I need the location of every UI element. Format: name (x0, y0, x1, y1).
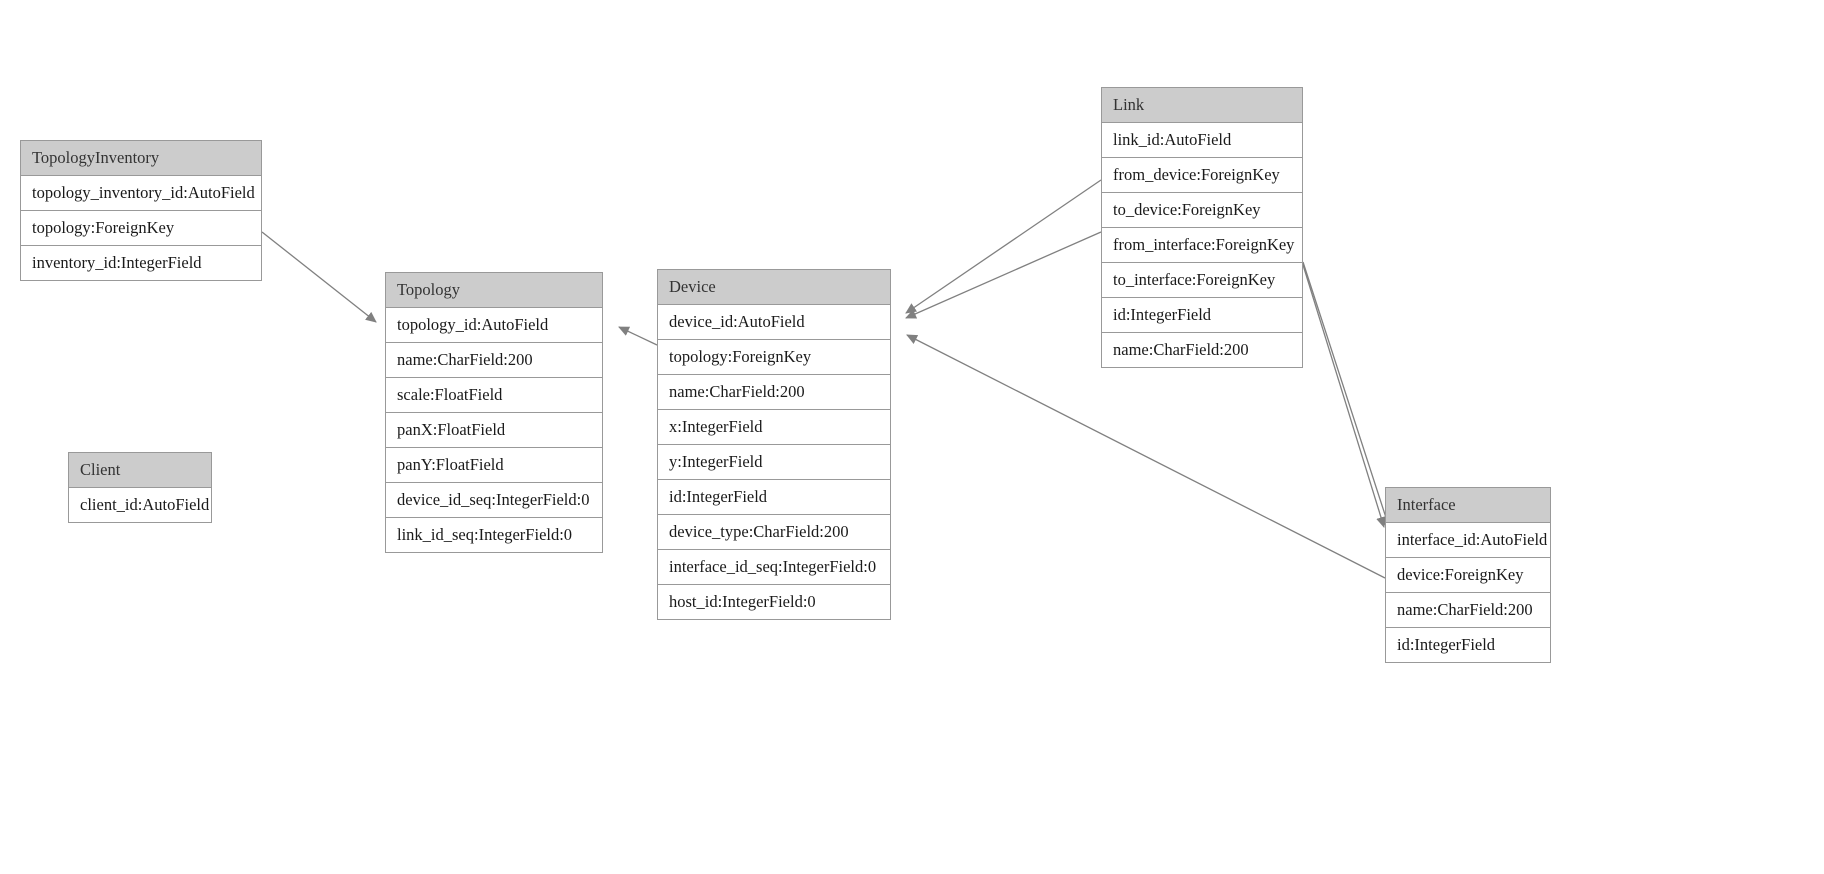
entity-field: name:CharField:200 (658, 375, 890, 410)
entity-field: id:IntegerField (1102, 298, 1302, 333)
entity-field: name:CharField:200 (1386, 593, 1550, 628)
entity-field: name:CharField:200 (386, 343, 602, 378)
entity-field: from_interface:ForeignKey (1102, 228, 1302, 263)
entity-title: Interface (1386, 488, 1550, 523)
entity-title: Link (1102, 88, 1302, 123)
entity-field: topology_inventory_id:AutoField (21, 176, 261, 211)
entity-field: inventory_id:IntegerField (21, 246, 261, 280)
edge-link-from-device (906, 180, 1101, 313)
edge-topologyinventory-topology (262, 232, 376, 322)
entity-field: interface_id:AutoField (1386, 523, 1550, 558)
entity-field: id:IntegerField (658, 480, 890, 515)
edge-link-from-interface (1299, 252, 1384, 527)
entity-title: Topology (386, 273, 602, 308)
entity-field: device_id_seq:IntegerField:0 (386, 483, 602, 518)
entity-title: Device (658, 270, 890, 305)
entity-field: device_id:AutoField (658, 305, 890, 340)
entity-title: Client (69, 453, 211, 488)
edge-interface-device (907, 335, 1385, 578)
entity-topology[interactable] (385, 272, 603, 553)
entity-interface[interactable] (1385, 487, 1551, 663)
entity-field: panX:FloatField (386, 413, 602, 448)
entity-field: id:IntegerField (1386, 628, 1550, 662)
entity-title: TopologyInventory (21, 141, 261, 176)
edge-device-topology (619, 327, 657, 345)
entity-link[interactable] (1101, 87, 1303, 368)
entity-field: interface_id_seq:IntegerField:0 (658, 550, 890, 585)
edge-link-to-interface (1303, 262, 1390, 530)
entity-field: device_type:CharField:200 (658, 515, 890, 550)
entity-field: name:CharField:200 (1102, 333, 1302, 367)
entity-field: y:IntegerField (658, 445, 890, 480)
entity-field: to_interface:ForeignKey (1102, 263, 1302, 298)
entity-device[interactable] (657, 269, 891, 620)
entity-client[interactable] (68, 452, 212, 523)
entity-field: client_id:AutoField (69, 488, 211, 522)
entity-topologyinventory[interactable] (20, 140, 262, 281)
entity-field: device:ForeignKey (1386, 558, 1550, 593)
entity-field: x:IntegerField (658, 410, 890, 445)
entity-field: link_id_seq:IntegerField:0 (386, 518, 602, 552)
entity-field: topology:ForeignKey (658, 340, 890, 375)
entity-field: to_device:ForeignKey (1102, 193, 1302, 228)
entity-field: host_id:IntegerField:0 (658, 585, 890, 619)
entity-field: from_device:ForeignKey (1102, 158, 1302, 193)
entity-field: link_id:AutoField (1102, 123, 1302, 158)
entity-field: scale:FloatField (386, 378, 602, 413)
entity-field: topology:ForeignKey (21, 211, 261, 246)
entity-field: panY:FloatField (386, 448, 602, 483)
entity-field: topology_id:AutoField (386, 308, 602, 343)
edge-link-to-device (906, 232, 1101, 318)
